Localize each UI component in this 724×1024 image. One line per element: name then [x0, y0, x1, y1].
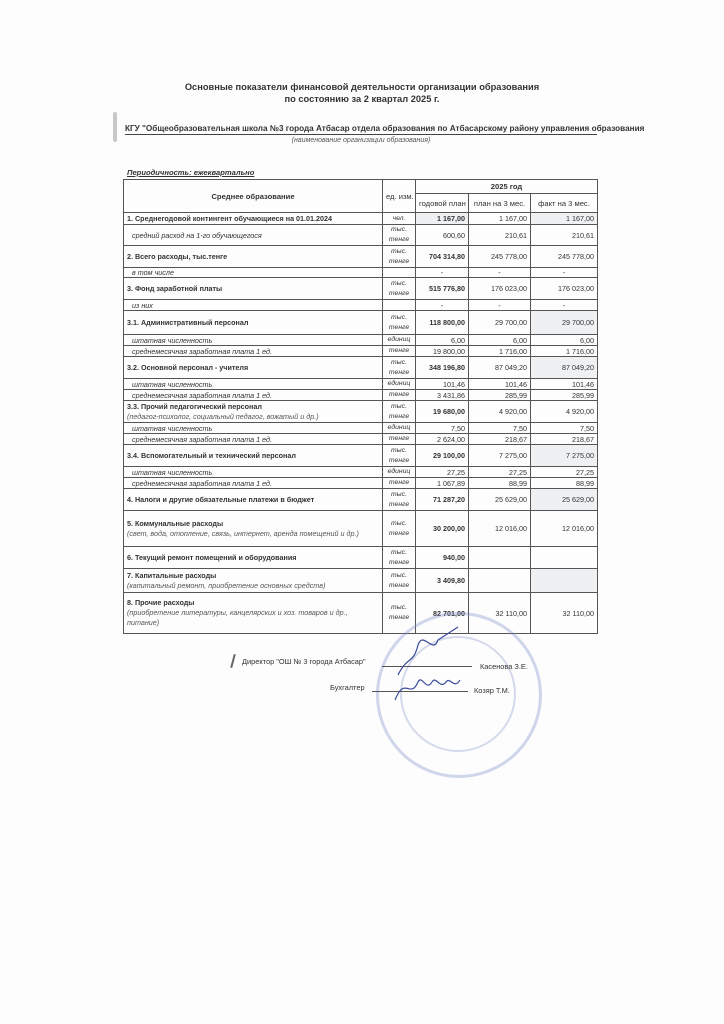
table-row — [124, 423, 598, 434]
table-row — [124, 357, 598, 379]
row-label-text: 3.2. Основной персонал - учителя — [127, 363, 249, 372]
accountant-name: Козяр Т.М. — [474, 686, 510, 695]
table-row — [124, 489, 598, 511]
row-label-text: штатная численность — [132, 379, 213, 389]
table-row — [124, 593, 598, 634]
cell-annual: 515 776,80 — [416, 278, 469, 300]
cell-plan: 6,00 — [469, 335, 531, 346]
cell-fact: 176 023,00 — [531, 278, 598, 300]
accountant-signature — [390, 670, 470, 706]
table-row — [124, 511, 598, 547]
cell-annual: 3 431,86 — [416, 390, 469, 401]
row-unit: тыс. тенге — [383, 357, 416, 379]
cell-fact: 285,99 — [531, 390, 598, 401]
table-row — [124, 335, 598, 346]
row-label-text: средний расход на 1-го обучающегося — [132, 230, 262, 240]
row-label-text: штатная численность — [132, 423, 213, 433]
cell-plan: - — [469, 268, 531, 278]
row-label — [124, 478, 383, 489]
row-label — [124, 511, 383, 547]
row-label — [124, 489, 383, 511]
financial-indicators-table — [123, 179, 598, 634]
cell-fact: 88,99 — [531, 478, 598, 489]
cell-plan: 7 275,00 — [469, 445, 531, 467]
table-row — [124, 547, 598, 569]
table-row — [124, 278, 598, 300]
cell-annual: 6,00 — [416, 335, 469, 346]
table-row — [124, 467, 598, 478]
cell-plan: 218,67 — [469, 434, 531, 445]
cell-plan: 4 920,00 — [469, 401, 531, 423]
row-label — [124, 434, 383, 445]
row-label-text: 3.1. Административный персонал — [127, 318, 249, 327]
organization-caption: (наименование организации образования) — [291, 137, 431, 144]
row-label-text: 3.3. Прочий педагогический персонал — [127, 401, 262, 411]
row-label — [124, 423, 383, 434]
table-row — [124, 213, 598, 225]
table-row — [124, 434, 598, 445]
row-unit: тыс. тенге — [383, 511, 416, 547]
row-unit: тыс. тенге — [383, 569, 416, 593]
row-label-text: штатная численность — [132, 335, 213, 345]
document-subtitle: по состоянию за 2 квартал 2025 г. — [284, 94, 440, 104]
cell-fact: 7,50 — [531, 423, 598, 434]
director-title: Директор "ОШ № 3 города Атбасар" — [242, 657, 366, 666]
table-row — [124, 225, 598, 246]
row-label-text: 8. Прочие расходы — [127, 598, 195, 607]
accountant-title: Бухгалтер — [330, 683, 365, 692]
cell-annual: 600,60 — [416, 225, 469, 246]
row-unit: тыс. тенге — [383, 547, 416, 569]
cell-plan: 210,61 — [469, 225, 531, 246]
row-unit: тенге — [383, 478, 416, 489]
cell-fact: 1 167,00 — [531, 213, 598, 225]
cell-annual: 118 800,00 — [416, 311, 469, 335]
row-label — [124, 311, 383, 335]
cell-plan: 101,46 — [469, 379, 531, 390]
table-row — [124, 390, 598, 401]
table-row — [124, 478, 598, 489]
row-label-text: 4. Налоги и другие обязательные платежи в бюджет — [127, 495, 315, 504]
cell-fact: 210,61 — [531, 225, 598, 246]
row-label — [124, 225, 383, 246]
row-unit: единиц — [383, 335, 416, 346]
cell-plan: 1 716,00 — [469, 346, 531, 357]
cell-annual: 30 200,00 — [416, 511, 469, 547]
cell-fact: 1 716,00 — [531, 346, 598, 357]
table-row — [124, 346, 598, 357]
cell-fact — [531, 547, 598, 569]
row-note: (приобретение литературы, канцелярских и хоз. товаров и др., питание) — [127, 608, 348, 627]
row-label — [124, 390, 383, 401]
row-label-text: 6. Текущий ремонт помещений и оборудования — [127, 553, 297, 562]
row-label — [124, 593, 383, 634]
cell-annual: 19 800,00 — [416, 346, 469, 357]
row-unit: тыс. тенге — [383, 278, 416, 300]
cell-fact: 25 629,00 — [531, 489, 598, 511]
row-label — [124, 268, 383, 278]
cell-fact: 218,67 — [531, 434, 598, 445]
row-unit: тыс. тенге — [383, 445, 416, 467]
row-label-text: в том числе — [132, 268, 174, 277]
row-unit — [383, 268, 416, 278]
row-unit: единиц — [383, 423, 416, 434]
cell-fact: - — [531, 268, 598, 278]
cell-fact: 7 275,00 — [531, 445, 598, 467]
cell-annual: 71 287,20 — [416, 489, 469, 511]
row-unit: тенге — [383, 390, 416, 401]
row-label — [124, 335, 383, 346]
row-unit: единиц — [383, 467, 416, 478]
table-row — [124, 311, 598, 335]
header-unit: ед. изм. — [383, 180, 416, 213]
row-label-text: среднемесячная заработная плата 1 ед. — [132, 346, 272, 356]
cell-annual: 19 680,00 — [416, 401, 469, 423]
cell-plan: 25 629,00 — [469, 489, 531, 511]
cell-annual: 348 196,80 — [416, 357, 469, 379]
periodicity-label: Периодичность: ежеквартально — [127, 168, 255, 177]
cell-fact: 32 110,00 — [531, 593, 598, 634]
table-row — [124, 246, 598, 268]
cell-plan: 285,99 — [469, 390, 531, 401]
pen-mark — [230, 654, 236, 668]
cell-annual: 1 167,00 — [416, 213, 469, 225]
header-year: 2025 год — [416, 180, 598, 194]
row-label — [124, 300, 383, 311]
cell-annual: 704 314,80 — [416, 246, 469, 268]
cell-plan: 32 110,00 — [469, 593, 531, 634]
cell-fact: 27,25 — [531, 467, 598, 478]
row-label-text: 2. Всего расходы, тыс.тенге — [127, 252, 228, 261]
header-category: Среднее образование — [124, 180, 383, 213]
row-label-text: из них — [132, 300, 153, 310]
row-label — [124, 246, 383, 268]
cell-fact: 101,46 — [531, 379, 598, 390]
cell-annual: - — [416, 268, 469, 278]
cell-plan: 7,50 — [469, 423, 531, 434]
header-annual-plan: годовой план — [416, 194, 469, 213]
row-label-text: среднемесячная заработная плата 1 ед. — [132, 434, 272, 444]
row-label — [124, 379, 383, 390]
row-label — [124, 278, 383, 300]
cell-plan — [469, 547, 531, 569]
row-label — [124, 569, 383, 593]
row-label — [124, 346, 383, 357]
row-unit: тыс. тенге — [383, 311, 416, 335]
row-unit: тыс. тенге — [383, 225, 416, 246]
cell-fact: - — [531, 300, 598, 311]
row-label-text: 3.4. Вспомогательный и технический персонал — [127, 451, 296, 460]
cell-plan: 12 016,00 — [469, 511, 531, 547]
cell-plan: 29 700,00 — [469, 311, 531, 335]
table-row — [124, 445, 598, 467]
cell-annual: 82 701,00 — [416, 593, 469, 634]
cell-fact: 29 700,00 — [531, 311, 598, 335]
row-label-text: 5. Коммунальные расходы — [127, 518, 224, 528]
row-unit: тыс. тенге — [383, 246, 416, 268]
cell-plan: 88,99 — [469, 478, 531, 489]
row-unit: чел. — [383, 213, 416, 225]
cell-annual: - — [416, 300, 469, 311]
row-label-text: среднемесячная заработная плата 1 ед. — [132, 390, 272, 400]
director-name: Касенова З.Е. — [480, 662, 528, 671]
cell-plan: - — [469, 300, 531, 311]
cell-annual: 1 067,89 — [416, 478, 469, 489]
table-row — [124, 268, 598, 278]
cell-annual: 101,46 — [416, 379, 469, 390]
row-unit: тенге — [383, 346, 416, 357]
row-label-text: 3. Фонд заработной платы — [127, 284, 223, 293]
header-plan-3m: план на 3 мес. — [469, 194, 531, 213]
row-label — [124, 213, 383, 225]
row-label — [124, 357, 383, 379]
row-label — [124, 467, 383, 478]
row-label-text: 1. Среднегодовой контингент обучающиеся на 01.01.2024 — [127, 214, 333, 223]
cell-plan — [469, 569, 531, 593]
row-unit: тыс. тенге — [383, 401, 416, 423]
cell-annual: 7,50 — [416, 423, 469, 434]
document-title: Основные показатели финансовой деятельности организации образования — [184, 82, 540, 92]
table-row — [124, 300, 598, 311]
cell-plan: 1 167,00 — [469, 213, 531, 225]
row-unit: тенге — [383, 434, 416, 445]
row-label-text: 7. Капитальные расходы — [127, 570, 217, 580]
row-label — [124, 401, 383, 423]
row-note: (капитальный ремонт, приобретение основных средств) — [127, 580, 326, 590]
row-note: (свет, вода, отопление, связь, интернет, аренда помещений и др.) — [127, 528, 359, 538]
row-note: (педагог-психолог, социальный педагог, вожатый и др.) — [127, 411, 319, 421]
row-unit — [383, 300, 416, 311]
row-label-text: штатная численность — [132, 467, 213, 477]
cell-fact: 12 016,00 — [531, 511, 598, 547]
cell-fact: 245 778,00 — [531, 246, 598, 268]
organization-name: КГУ "Общеобразовательная школа №3 города Атбасар отдела образования по Атбасарскому району управления образования — [125, 124, 645, 133]
cell-plan: 245 778,00 — [469, 246, 531, 268]
table-row — [124, 379, 598, 390]
row-unit: единиц — [383, 379, 416, 390]
cell-fact: 6,00 — [531, 335, 598, 346]
header-fact-3m: факт на 3 мес. — [531, 194, 598, 213]
cell-annual: 29 100,00 — [416, 445, 469, 467]
cell-plan: 176 023,00 — [469, 278, 531, 300]
cell-fact: 4 920,00 — [531, 401, 598, 423]
cell-plan: 87 049,20 — [469, 357, 531, 379]
row-label — [124, 445, 383, 467]
cell-annual: 3 409,80 — [416, 569, 469, 593]
cell-annual: 27,25 — [416, 467, 469, 478]
table-row — [124, 569, 598, 593]
cell-fact: 87 049,20 — [531, 357, 598, 379]
row-unit: тыс. тенге — [383, 489, 416, 511]
cell-fact — [531, 569, 598, 593]
row-unit: тыс. тенге — [383, 593, 416, 634]
cell-annual: 940,00 — [416, 547, 469, 569]
table-row — [124, 401, 598, 423]
cell-annual: 2 624,00 — [416, 434, 469, 445]
scan-artifact — [113, 112, 117, 142]
row-label-text: среднемесячная заработная плата 1 ед. — [132, 478, 272, 488]
row-label — [124, 547, 383, 569]
cell-plan: 27,25 — [469, 467, 531, 478]
